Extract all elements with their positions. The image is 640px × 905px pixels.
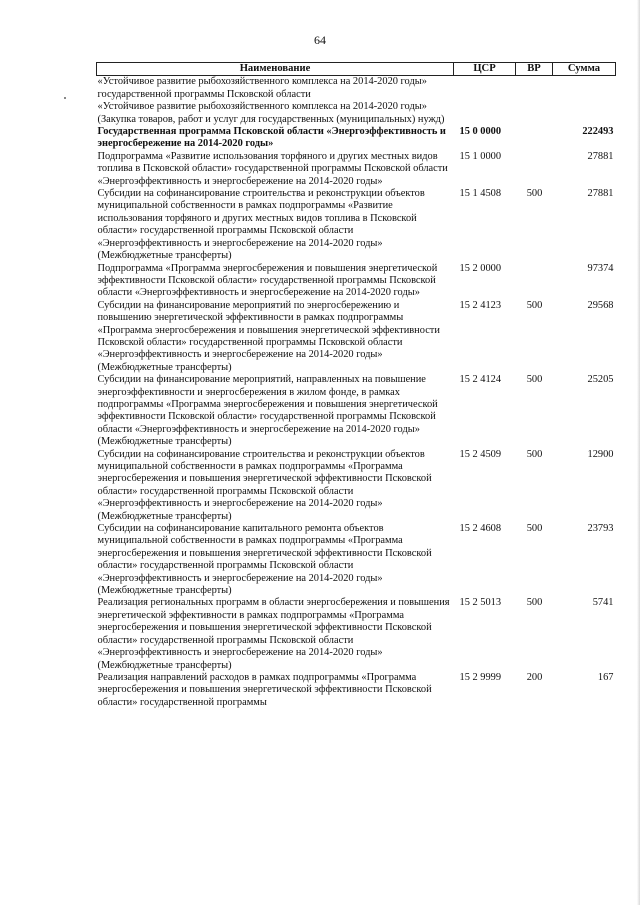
row-name: Реализация направлений расходов в рамках подпрограммы «Программа энергосбережения и повышения энергетической эффективности Псковской области» государственной программы — [97, 671, 432, 708]
row-name: Государственная программа Псковской области «Энергоэффективность и энергосбережение на 2014-2020 годы» — [97, 126, 446, 150]
table-row — [97, 76, 616, 101]
header-row — [97, 63, 616, 76]
row-vr — [516, 151, 553, 188]
row-sum: 12900 — [587, 448, 614, 460]
row-sum: 222493 — [582, 126, 614, 138]
row-sum: 5741 — [592, 597, 614, 609]
row-vr: 500 — [526, 299, 543, 311]
row-csr: 15 2 5013 — [459, 597, 502, 609]
row-csr: 15 0 0000 — [459, 126, 502, 138]
row-sum: 23793 — [587, 523, 614, 535]
table-row — [97, 126, 616, 151]
scan-speck — [64, 97, 66, 99]
table-row — [97, 188, 616, 262]
budget-table — [96, 62, 616, 709]
row-vr: 500 — [526, 188, 543, 200]
row-sum: 29568 — [587, 299, 614, 311]
row-name: «Устойчивое развитие рыбохозяйственного комплекса на 2014-2020 годы» государственной программы Псковской области — [97, 76, 427, 100]
row-sum: 97374 — [587, 262, 614, 274]
row-csr: 15 2 4123 — [459, 299, 502, 311]
table-row — [97, 672, 616, 709]
row-name: Субсидии на софинансирование капитального ремонта объектов муниципальной собственности в рамках подпрограммы «Программа энергосбережения и повышения энергетической эффективности Псковской области» государственной программы Псковской области «Энергоэффективность и энергосбережение на 2014-2020 годы» (Межбюджетные трансферты) — [97, 523, 432, 597]
table-row — [97, 300, 616, 374]
table-row — [97, 151, 616, 188]
row-name: Субсидии на софинансирование строительства и реконструкции объектов муниципальной собственности в рамках подпрограммы «Развитие использования торфяного и других местных видов топлива в Псковской области» государственной программы Псковской области «Энергоэффективность и энергосбережение на 2014-2020 годы» (Межбюджетные трансферты) — [97, 188, 425, 262]
row-csr — [454, 76, 516, 101]
row-vr — [516, 101, 553, 126]
row-csr: 15 2 0000 — [459, 262, 502, 274]
row-name: Субсидии на финансирование мероприятий, направленных на повышение энергоэффективности и энергосбережения в жилом фонде, в рамках подпрограммы «Программа энергосбережения и повышения энергетической эффективности Псковской области» государственной программы Псковской области «Энергоэффективность и энергосбережение на 2014-2020 годы» (Межбюджетные трансферты) — [97, 374, 438, 448]
header-sum: Сумма — [553, 63, 616, 76]
header-name: Наименование — [97, 63, 454, 76]
table-row — [97, 263, 616, 300]
header-csr: ЦСР — [454, 63, 516, 76]
table-row — [97, 449, 616, 523]
table-header — [97, 63, 616, 76]
row-sum: 27881 — [587, 188, 614, 200]
row-name: Субсидии на финансирование мероприятий по энергосбережению и повышению энергетической эффективности в рамках подпрограммы «Программа энергосбережения и повышения энергетической эффективности Псковской области» государственной программы Псковской области «Энергоэффективность и энергосбережение на 2014-2020 годы» (Межбюджетные трансферты) — [97, 299, 440, 373]
page-number: 64 — [314, 33, 326, 47]
row-sum: 25205 — [587, 374, 614, 386]
row-sum: 167 — [597, 671, 614, 683]
row-csr — [454, 101, 516, 126]
row-csr: 15 2 4124 — [459, 374, 502, 386]
row-csr: 15 2 4608 — [459, 523, 502, 535]
row-sum: 27881 — [587, 150, 614, 162]
row-vr — [516, 76, 553, 101]
table-row — [97, 374, 616, 448]
row-name: Реализация региональных программ в области энергосбережения и повышения энергетической эффективности в рамках подпрограммы «Программа энергосбережения и повышения энергетической эффективности Псковской области» государственной программы Псковской области «Энергоэффективность и энергосбережение на 2014-2020 годы» (Межбюджетные трансферты) — [97, 597, 450, 671]
table-body — [97, 76, 616, 709]
row-vr: 500 — [526, 523, 543, 535]
table-row — [97, 101, 616, 126]
row-vr — [516, 126, 553, 151]
row-csr: 15 1 4508 — [459, 188, 502, 200]
row-vr: 500 — [526, 374, 543, 386]
row-name: Подпрограмма «Программа энергосбережения и повышения энергетической эффективности Псковской области» государственной программы Псковской области «Энергоэффективность и энергосбережение на 2014-2020 годы» — [97, 262, 438, 299]
row-name: Субсидии на софинансирование строительства и реконструкции объектов муниципальной собственности в рамках подпрограммы «Программа энергосбережения и повышения энергетической эффективности Псковской области» государственной программы Псковской области «Энергоэффективность и энергосбережение на 2014-2020 годы» (Межбюджетные трансферты) — [97, 448, 432, 522]
row-vr: 500 — [526, 448, 543, 460]
row-csr: 15 1 0000 — [459, 150, 502, 162]
row-sum — [553, 76, 616, 101]
row-csr: 15 2 9999 — [459, 671, 502, 683]
table-row — [97, 523, 616, 597]
row-sum — [553, 101, 616, 126]
row-vr: 500 — [526, 597, 543, 609]
row-csr: 15 2 4509 — [459, 448, 502, 460]
row-vr — [516, 263, 553, 300]
header-vr: ВР — [516, 63, 553, 76]
row-name: Подпрограмма «Развитие использования торфяного и других местных видов топлива в Псковской области» государственной программы Псковской области «Энергоэффективность и энергосбережение на 2014-2020 годы» — [97, 150, 448, 187]
table-row — [97, 597, 616, 671]
row-vr: 200 — [526, 671, 543, 683]
row-name: «Устойчивое развитие рыбохозяйственного комплекса на 2014-2020 годы» (Закупка товаров, работ и услуг для государственных (муниципальных) нужд) — [97, 101, 445, 125]
